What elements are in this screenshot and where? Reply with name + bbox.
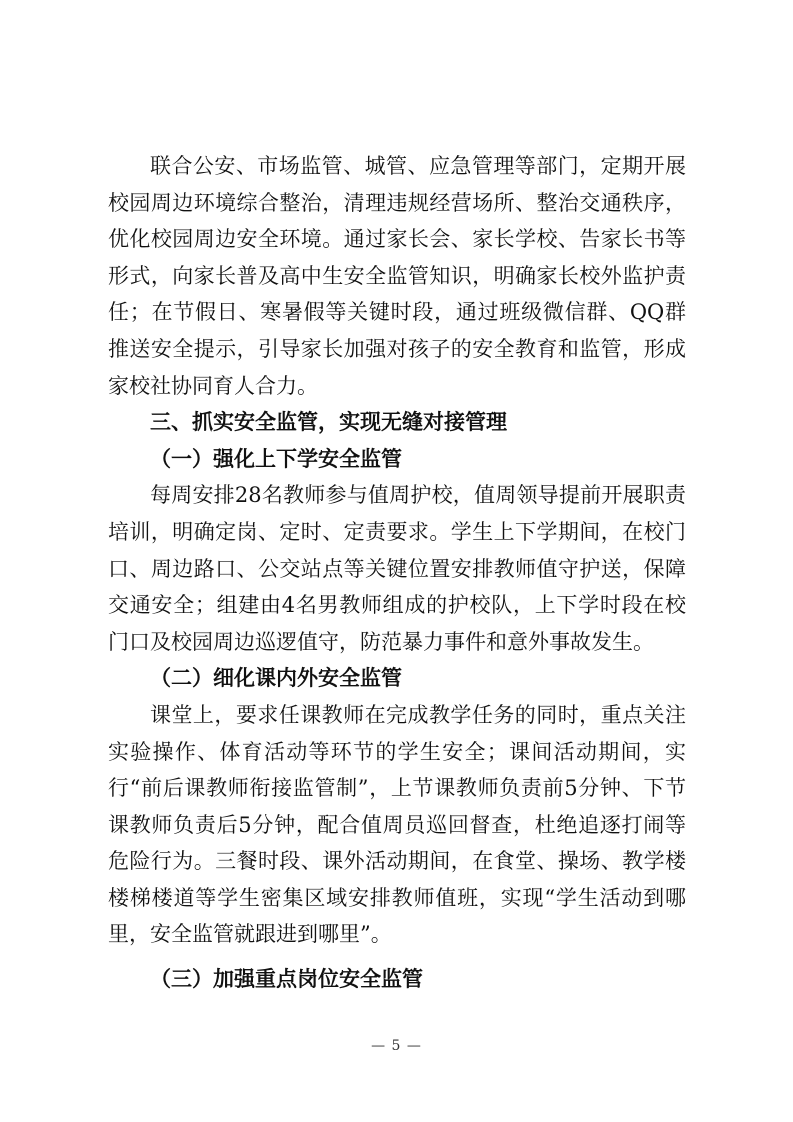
paragraph-campus-environment: 联合公安、市场监管、城管、应急管理等部门，定期开展校园周边环境综合整治，清理违规经营场所、整治交通秩序，优化校园周边安全环境。通过家长会、家长学校、告家长书等形式，向家长普及高中生安全监管知识，明确家长校外监护责任；在节假日、寒暑假等关键时段，通过班级微信群、QQ群推送安全提示，引导家长加强对孩子的安全教育和监管，形成家校社协同育人合力。 xyxy=(108,154,686,398)
subheading-2: （二）细化课内外安全监管 xyxy=(150,666,402,691)
paragraph-class-supervision: 课堂上，要求任课教师在完成教学任务的同时，重点关注实验操作、体育活动等环节的学生安全；课间活动期间，实行“前后课教师衔接监管制”，上节课教师负责前5分钟、下节课教师负责后5分钟，配合值周员巡回督查，杜绝追逐打闹等危险行为。三餐时段、课外活动期间，在食堂、操场、教学楼楼梯楼道等学生密集区域安排教师值班，实现“学生活动到哪里，安全监管就跟进到哪里”。 xyxy=(108,702,686,947)
subheading-1: （一）强化上下学安全监管 xyxy=(150,446,402,471)
page-number: — 5 — xyxy=(371,1038,422,1054)
paragraph-commute-supervision: 每周安排28名教师参与值周护校，值周领导提前开展职责培训，明确定岗、定时、定责要求。学生上下学期间，在校门口、周边路口、公交站点等关键位置安排教师值守护送，保障交通安全；组建由4名男教师组成的护校队，上下学时段在校门口及校园周边巡逻值守，防范暴力事件和意外事故发生。 xyxy=(108,483,686,654)
subheading-3: （三）加强重点岗位安全监管 xyxy=(150,967,423,992)
section-heading-3: 三、抓实安全监管，实现无缝对接管理 xyxy=(150,410,507,435)
document-body xyxy=(108,148,686,998)
